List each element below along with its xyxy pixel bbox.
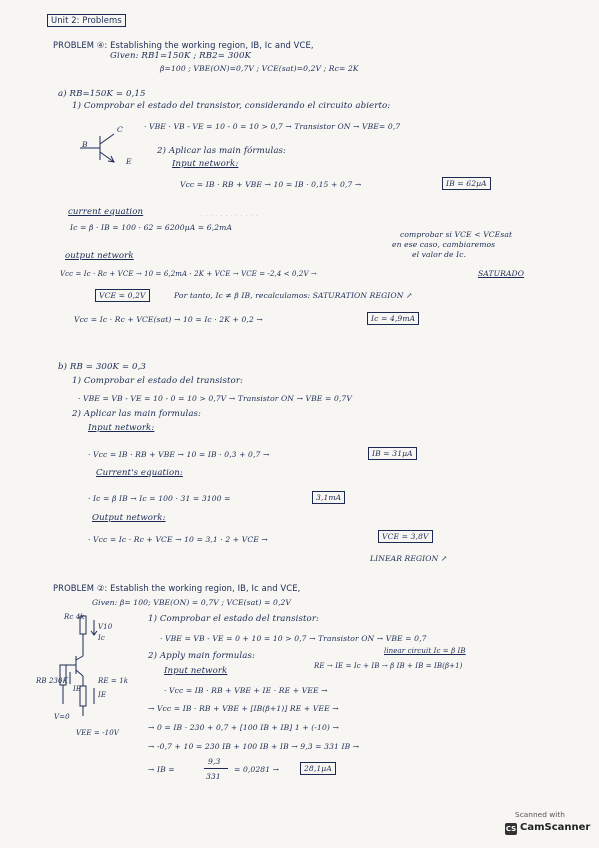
part-a-heading: a) RB=150K = 0,15	[58, 89, 146, 99]
problem-2-eq-4: → -0,7 + 10 = 230 IB + 100 IB + IB → 9,3 = 331 IB →	[148, 742, 360, 751]
collector-label: C	[117, 125, 123, 134]
part-b-output-title: Output network:	[92, 513, 166, 523]
part-b-step-2: 2) Aplicar las main formulas:	[72, 409, 202, 419]
part-b-output-equation: · Vcc = Ic · Rc + VCE → 10 = 3,1 · 2 + VCE →	[88, 535, 268, 544]
fraction-denominator: 331	[206, 772, 221, 781]
base-label: B	[82, 140, 88, 149]
problem-2-step-1: 1) Comprobar el estado del transistor:	[148, 614, 320, 624]
problem-2-eq-5-suffix: = 0,0281 →	[234, 765, 280, 774]
part-b-heading: b) RB = 300K = 0,3	[58, 362, 146, 372]
part-b-current-equation: · Ic = β IB → Ic = 100 · 31 = 3100 =	[88, 494, 231, 503]
linear-region-label: LINEAR REGION ↗	[370, 554, 448, 563]
emitter-label: E	[126, 157, 132, 166]
part-b-step-1: 1) Comprobar el estado del transistor:	[72, 376, 244, 386]
fraction-numerator: 9,3	[208, 757, 221, 766]
part-a-input-network: Input network:	[172, 159, 239, 169]
part-a-vcc-equation: Vcc = IB · RB + VBE → 10 = IB · 0,15 + 0,7 →	[180, 180, 362, 189]
problem-2-input-network: Input network	[164, 666, 228, 676]
vce-sat-result: VCE = 0,2V	[95, 289, 150, 302]
fraction-bar	[204, 768, 228, 769]
bleed-through-text: · · · · · · · · · · · ·	[200, 211, 258, 220]
current-equation: Ic = β · IB = 100 · 62 = 6200µA = 6,2mA	[70, 223, 233, 232]
part-b-ic-result: 3,1mA	[312, 491, 345, 504]
circuit-rc-label: Rc 4k	[64, 613, 85, 621]
output-equation: Vcc = Ic · Rc + VCE → 10 = 6,2mA · 2K + VCE → VCE = -2,4 < 0,2V →	[60, 270, 317, 278]
part-b-vcc-equation: · Vcc = IB · RB + VBE → 10 = IB · 0,3 + 0,7 →	[88, 450, 270, 459]
problem-2-vbe-check: · VBE = VB - VE = 0 + 10 = 10 > 0,7 → Transistor ON → VBE = 0,7	[160, 634, 427, 643]
part-b-vbe-check: · VBE = VB - VE = 10 - 0 = 10 > 0,7V → Transistor ON → VBE = 0,7V	[78, 394, 352, 403]
part-b-input-network: Input network:	[88, 423, 155, 433]
problem-2-eq-2: → Vcc = IB · RB + VBE + [IB(β+1)] RE + VEE →	[148, 704, 339, 713]
saturation-equation: Vcc = Ic · Rc + VCE(sat) → 10 = Ic · 2K + 0,2 →	[74, 315, 263, 324]
current-equation-title: current equation	[68, 207, 144, 217]
linear-circuit-note: linear circuit Ic = β IB	[384, 647, 466, 655]
circuit-ie-label: IE	[98, 691, 107, 699]
part-b-ib-result: IB = 31µA	[368, 447, 417, 460]
problem-2-circuit	[50, 612, 140, 722]
ic-result-a: Ic = 4,9mA	[367, 312, 419, 325]
problem-4-given-1: Given: RB1=150K ; RB2= 300K	[110, 51, 252, 61]
part-b-current-title: Current's equation:	[96, 468, 183, 478]
problem-2-title: PROBLEM ②: Establish the working region, IB, Ic and VCE,	[53, 583, 301, 593]
circuit-rb-label: RB 230K	[36, 677, 68, 685]
circuit-re-label: RE = 1k	[98, 677, 129, 685]
part-a-vbe-check: · VBE · VB - VE = 10 - 0 = 10 > 0,7 → Transistor ON → VBE= 0,7	[144, 122, 401, 131]
circuit-vee-label: VEE = -10V	[76, 729, 119, 737]
note-line-2: en ese caso, cambiaremos	[392, 240, 496, 249]
circuit-ib-label: IB	[73, 685, 82, 693]
camscanner-watermark	[503, 810, 589, 840]
problem-2-eq-1: · Vcc = IB · RB + VBE + IE · RE + VEE →	[164, 686, 328, 695]
problem-2-step-2: 2) Apply main formulas:	[148, 651, 256, 661]
problem-4-given-2: β=100 ; VBE(ON)=0,7V ; VCE(sat)=0,2V ; Rc= 2K	[160, 64, 359, 73]
part-a-step-1: 1) Comprobar el estado del transistor, considerando el circuito abierto:	[72, 101, 391, 111]
problem-2-given: Given: β= 100; VBE(ON) = 0,7V ; VCE(sat) = 0,2V	[92, 598, 292, 607]
problem-2-eq-3: → 0 = IB · 230 + 0,7 + [100 IB + IB] 1 + (-10) →	[148, 723, 339, 732]
part-a-step-2: 2) Aplicar las main fórmulas:	[157, 146, 287, 156]
note-line-3: el valor de Ic.	[412, 250, 467, 259]
note-line-1: comprobar si VCE < VCEsat	[400, 230, 513, 239]
circuit-v0-label: V=0	[54, 713, 70, 721]
watermark-caption: Scanned with	[515, 810, 565, 819]
watermark-brand: CamScanner	[520, 822, 591, 833]
part-a-ib-result: IB = 62µA	[442, 177, 491, 190]
circuit-vcc-label: V10	[98, 623, 113, 631]
part-b-vce-result: VCE = 3,8V	[378, 530, 433, 543]
output-network-title: output network	[65, 251, 134, 261]
camscanner-logo-icon: CS	[505, 825, 517, 833]
recalc-note: Por tanto, Ic ≠ β IB, recalculamos: SATURATION REGION ↗	[174, 291, 413, 300]
re-note: RE → IE = Ic + IB → β IB + IB = IB(β+1)	[314, 662, 463, 670]
circuit-ic-label: Ic	[98, 634, 105, 642]
problem-4-title: PROBLEM ④: Establishing the working region, IB, Ic and VCE,	[53, 40, 314, 50]
unit-header: Unit 2: Problems	[47, 14, 126, 27]
problem-2-ib-result: 28,1µA	[300, 762, 336, 775]
problem-2-eq-5-prefix: → IB =	[148, 765, 175, 774]
saturado-label: SATURADO	[478, 269, 525, 278]
